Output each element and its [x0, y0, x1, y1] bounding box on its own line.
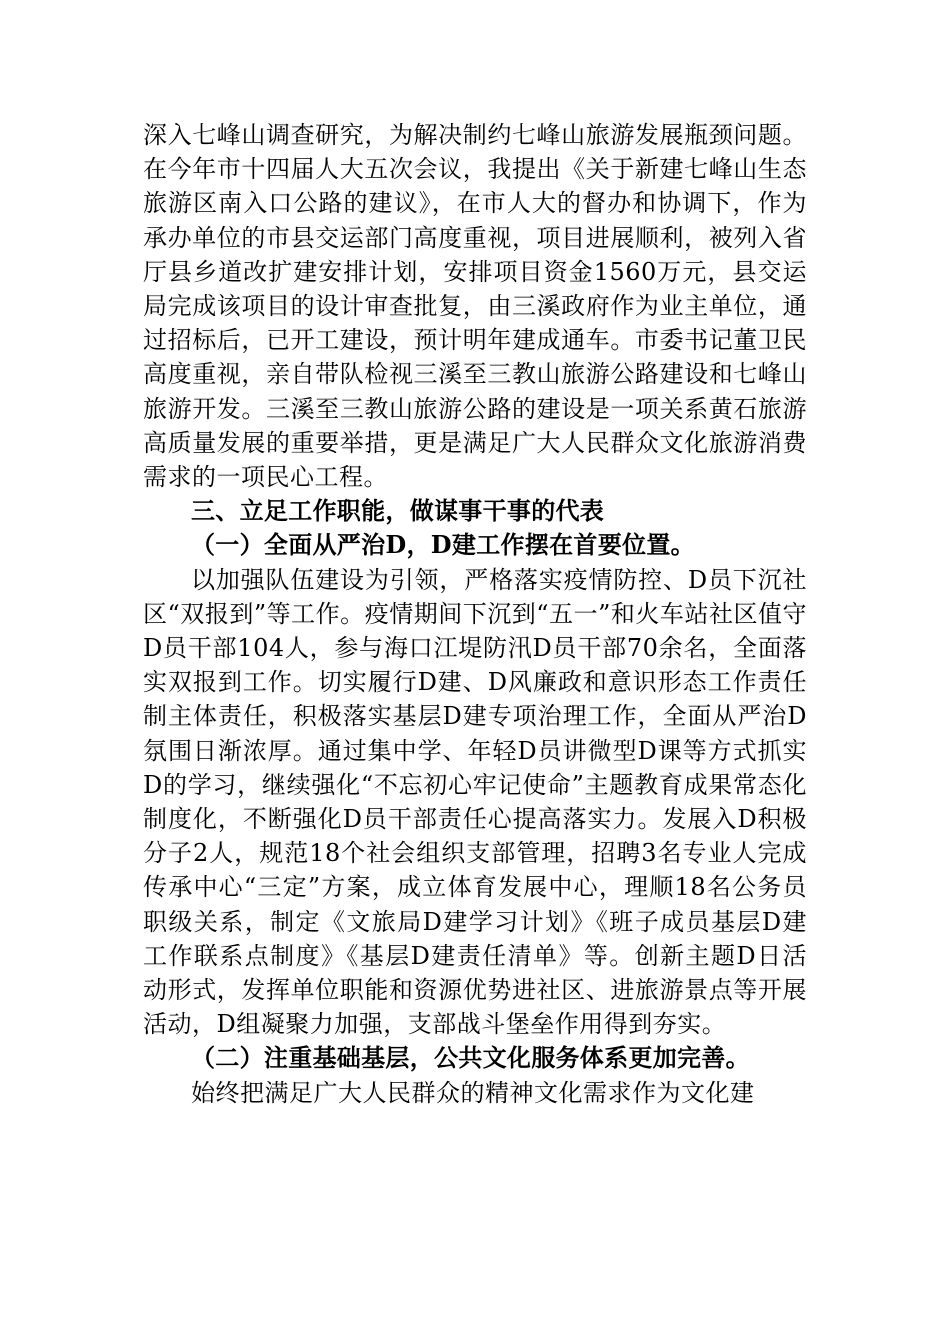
body-paragraph-3: 始终把满足广大人民群众的精神文化需求作为文化建	[191, 1078, 755, 1107]
section-heading-3: 三、立足工作职能，做谋事干事的代表	[191, 497, 605, 526]
body-paragraph-2: 以加强队伍建设为引领，严格落实疫情防控、D员下沉社区“双报到”等工作。疫情期间下沉到“五一”和火车站社区值守D员干部104人，参与海口江堤防汛D员干部70余名，全面落实双报到工作。切实履行D建、D风廉政和意识形态工作责任制主体责任，积极落实基层D建专项治理工作，全面从严治D氛围日渐浓厚。通过集中学、年轻D员讲微型D课等方式抓实D的学习，继续强化“不忘初心牢记使命”主题教育成果常态化制度化，不断强化D员干部责任心提高落实力。发展入D积极分子2人，规范18个社会组织支部管理，招聘3名专业人完成传承中心“三定”方案，成立体育发展中心，理顺18名公务员职级关系，制定《文旅局D建学习计划》《班子成员基层D建工作联系点制度》《基层D建责任清单》等。创新主题D日活动形式，发挥单位职能和资源优势进社区、进旅游景点等开展活动，D组凝聚力加强，支部战斗堡垒作用得到夯实。	[143, 565, 807, 1039]
document-body	[143, 118, 807, 1110]
body-paragraph-1: 深入七峰山调查研究，为解决制约七峰山旅游发展瓶颈问题。在今年市十四届人大五次会议，我提出《关于新建七峰山生态旅游区南入口公路的建议》，在市人大的督办和协调下，作为承办单位的市县交运部门高度重视，项目进展顺利，被列入省厅县乡道改扩建安排计划，安排项目资金1560万元，县交运局完成该项目的设计审查批复，由三溪政府作为业主单位，通过招标后，已开工建设，预计明年建成通车。市委书记董卫民高度重视，亲自带队检视三溪至三教山旅游公路建设和七峰山旅游开发。三溪至三教山旅游公路的建设是一项关系黄石旅游高质量发展的重要举措，更是满足广大人民群众文化旅游消费需求的一项民心工程。	[143, 121, 807, 492]
subsection-heading-1: （一）全面从严治D，D建工作摆在首要位置。	[191, 530, 695, 560]
subsection-heading-2: （二）注重基础基层，公共文化服务体系更加完善。	[191, 1043, 750, 1073]
